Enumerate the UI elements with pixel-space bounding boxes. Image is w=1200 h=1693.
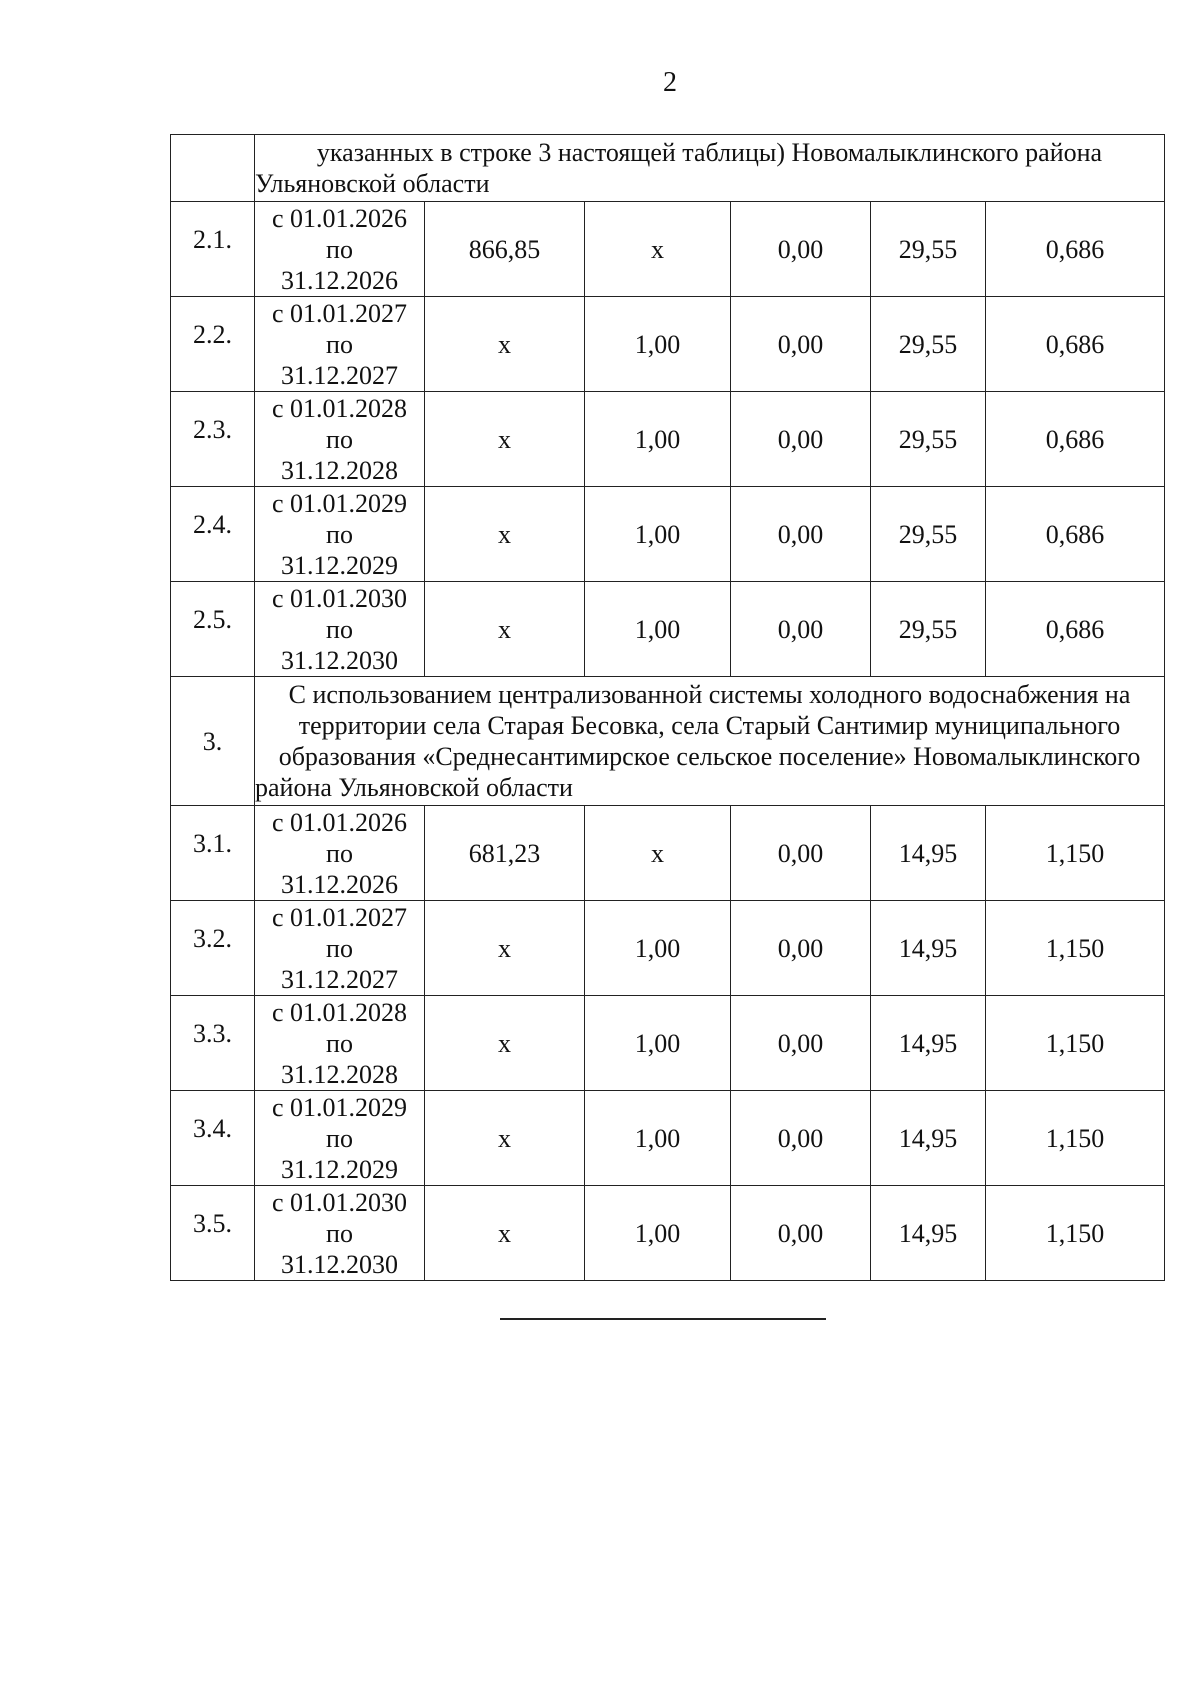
- section-number: [171, 135, 255, 202]
- value-cell: х: [585, 806, 731, 901]
- table-row: [171, 996, 1165, 1091]
- row-number: 2.4.: [171, 487, 255, 582]
- value-cell: 0,00: [731, 901, 871, 996]
- end-of-document-rule: [500, 1318, 826, 1320]
- value-cell: х: [425, 996, 585, 1091]
- value-cell: 14,95: [871, 901, 986, 996]
- row-number: 3.4.: [171, 1091, 255, 1186]
- value-cell: 1,00: [585, 487, 731, 582]
- table-row: [171, 297, 1165, 392]
- value-cell: х: [425, 582, 585, 677]
- period-cell: с 01.01.2026 по 31.12.2026: [255, 806, 425, 901]
- value-cell: 0,00: [731, 297, 871, 392]
- value-cell: 1,150: [986, 806, 1165, 901]
- value-cell: 1,00: [585, 996, 731, 1091]
- value-cell: х: [585, 202, 731, 297]
- value-cell: 29,55: [871, 202, 986, 297]
- section-description: указанных в строке 3 настоящей таблицы) Новомалыклинского района Ульяновской области: [255, 135, 1165, 202]
- row-number: 2.2.: [171, 297, 255, 392]
- row-number: 3.5.: [171, 1186, 255, 1281]
- value-cell: х: [425, 392, 585, 487]
- table-row: [171, 806, 1165, 901]
- value-cell: 14,95: [871, 806, 986, 901]
- section-number: 3.: [171, 677, 255, 806]
- table-row: [171, 1091, 1165, 1186]
- table-row: [171, 1186, 1165, 1281]
- section-row: [171, 135, 1165, 202]
- section-row: [171, 677, 1165, 806]
- value-cell: 1,150: [986, 1186, 1165, 1281]
- period-cell: с 01.01.2029 по 31.12.2029: [255, 1091, 425, 1186]
- value-cell: 14,95: [871, 1186, 986, 1281]
- value-cell: 0,00: [731, 1186, 871, 1281]
- value-cell: х: [425, 1186, 585, 1281]
- value-cell: х: [425, 901, 585, 996]
- tariff-table: [170, 134, 1165, 1281]
- value-cell: 1,00: [585, 1091, 731, 1186]
- value-cell: 1,150: [986, 901, 1165, 996]
- value-cell: 1,150: [986, 996, 1165, 1091]
- page-number: 2: [663, 67, 677, 98]
- value-cell: 0,00: [731, 487, 871, 582]
- value-cell: 29,55: [871, 392, 986, 487]
- value-cell: х: [425, 1091, 585, 1186]
- value-cell: 29,55: [871, 297, 986, 392]
- period-cell: с 01.01.2029 по 31.12.2029: [255, 487, 425, 582]
- value-cell: 0,686: [986, 392, 1165, 487]
- table-row: [171, 202, 1165, 297]
- value-cell: 866,85: [425, 202, 585, 297]
- period-cell: с 01.01.2027 по 31.12.2027: [255, 297, 425, 392]
- value-cell: 1,00: [585, 297, 731, 392]
- row-number: 3.3.: [171, 996, 255, 1091]
- value-cell: 0,00: [731, 582, 871, 677]
- table-row: [171, 901, 1165, 996]
- value-cell: 1,00: [585, 901, 731, 996]
- table-row: [171, 392, 1165, 487]
- row-number: 2.5.: [171, 582, 255, 677]
- value-cell: 1,150: [986, 1091, 1165, 1186]
- row-number: 3.2.: [171, 901, 255, 996]
- value-cell: 0,00: [731, 996, 871, 1091]
- value-cell: 0,686: [986, 297, 1165, 392]
- value-cell: 0,00: [731, 392, 871, 487]
- value-cell: 1,00: [585, 582, 731, 677]
- value-cell: 14,95: [871, 996, 986, 1091]
- table-row: [171, 487, 1165, 582]
- section-description: С использованием централизованной системы холодного водоснабжения на территории села Старая Бесовка, села Старый Сантимир муниципального образования «Среднесантимирское сельское поселение» Новомалыклинского района Ульяновской области: [255, 677, 1165, 806]
- period-cell: с 01.01.2026 по 31.12.2026: [255, 202, 425, 297]
- value-cell: 0,00: [731, 202, 871, 297]
- value-cell: 0,00: [731, 806, 871, 901]
- table-row: [171, 582, 1165, 677]
- value-cell: 1,00: [585, 1186, 731, 1281]
- value-cell: 681,23: [425, 806, 585, 901]
- value-cell: х: [425, 487, 585, 582]
- period-cell: с 01.01.2030 по 31.12.2030: [255, 582, 425, 677]
- value-cell: х: [425, 297, 585, 392]
- value-cell: 0,00: [731, 1091, 871, 1186]
- value-cell: 0,686: [986, 202, 1165, 297]
- value-cell: 29,55: [871, 582, 986, 677]
- period-cell: с 01.01.2028 по 31.12.2028: [255, 996, 425, 1091]
- value-cell: 29,55: [871, 487, 986, 582]
- value-cell: 0,686: [986, 582, 1165, 677]
- row-number: 2.3.: [171, 392, 255, 487]
- value-cell: 1,00: [585, 392, 731, 487]
- value-cell: 14,95: [871, 1091, 986, 1186]
- period-cell: с 01.01.2030 по 31.12.2030: [255, 1186, 425, 1281]
- period-cell: с 01.01.2027 по 31.12.2027: [255, 901, 425, 996]
- row-number: 2.1.: [171, 202, 255, 297]
- period-cell: с 01.01.2028 по 31.12.2028: [255, 392, 425, 487]
- row-number: 3.1.: [171, 806, 255, 901]
- value-cell: 0,686: [986, 487, 1165, 582]
